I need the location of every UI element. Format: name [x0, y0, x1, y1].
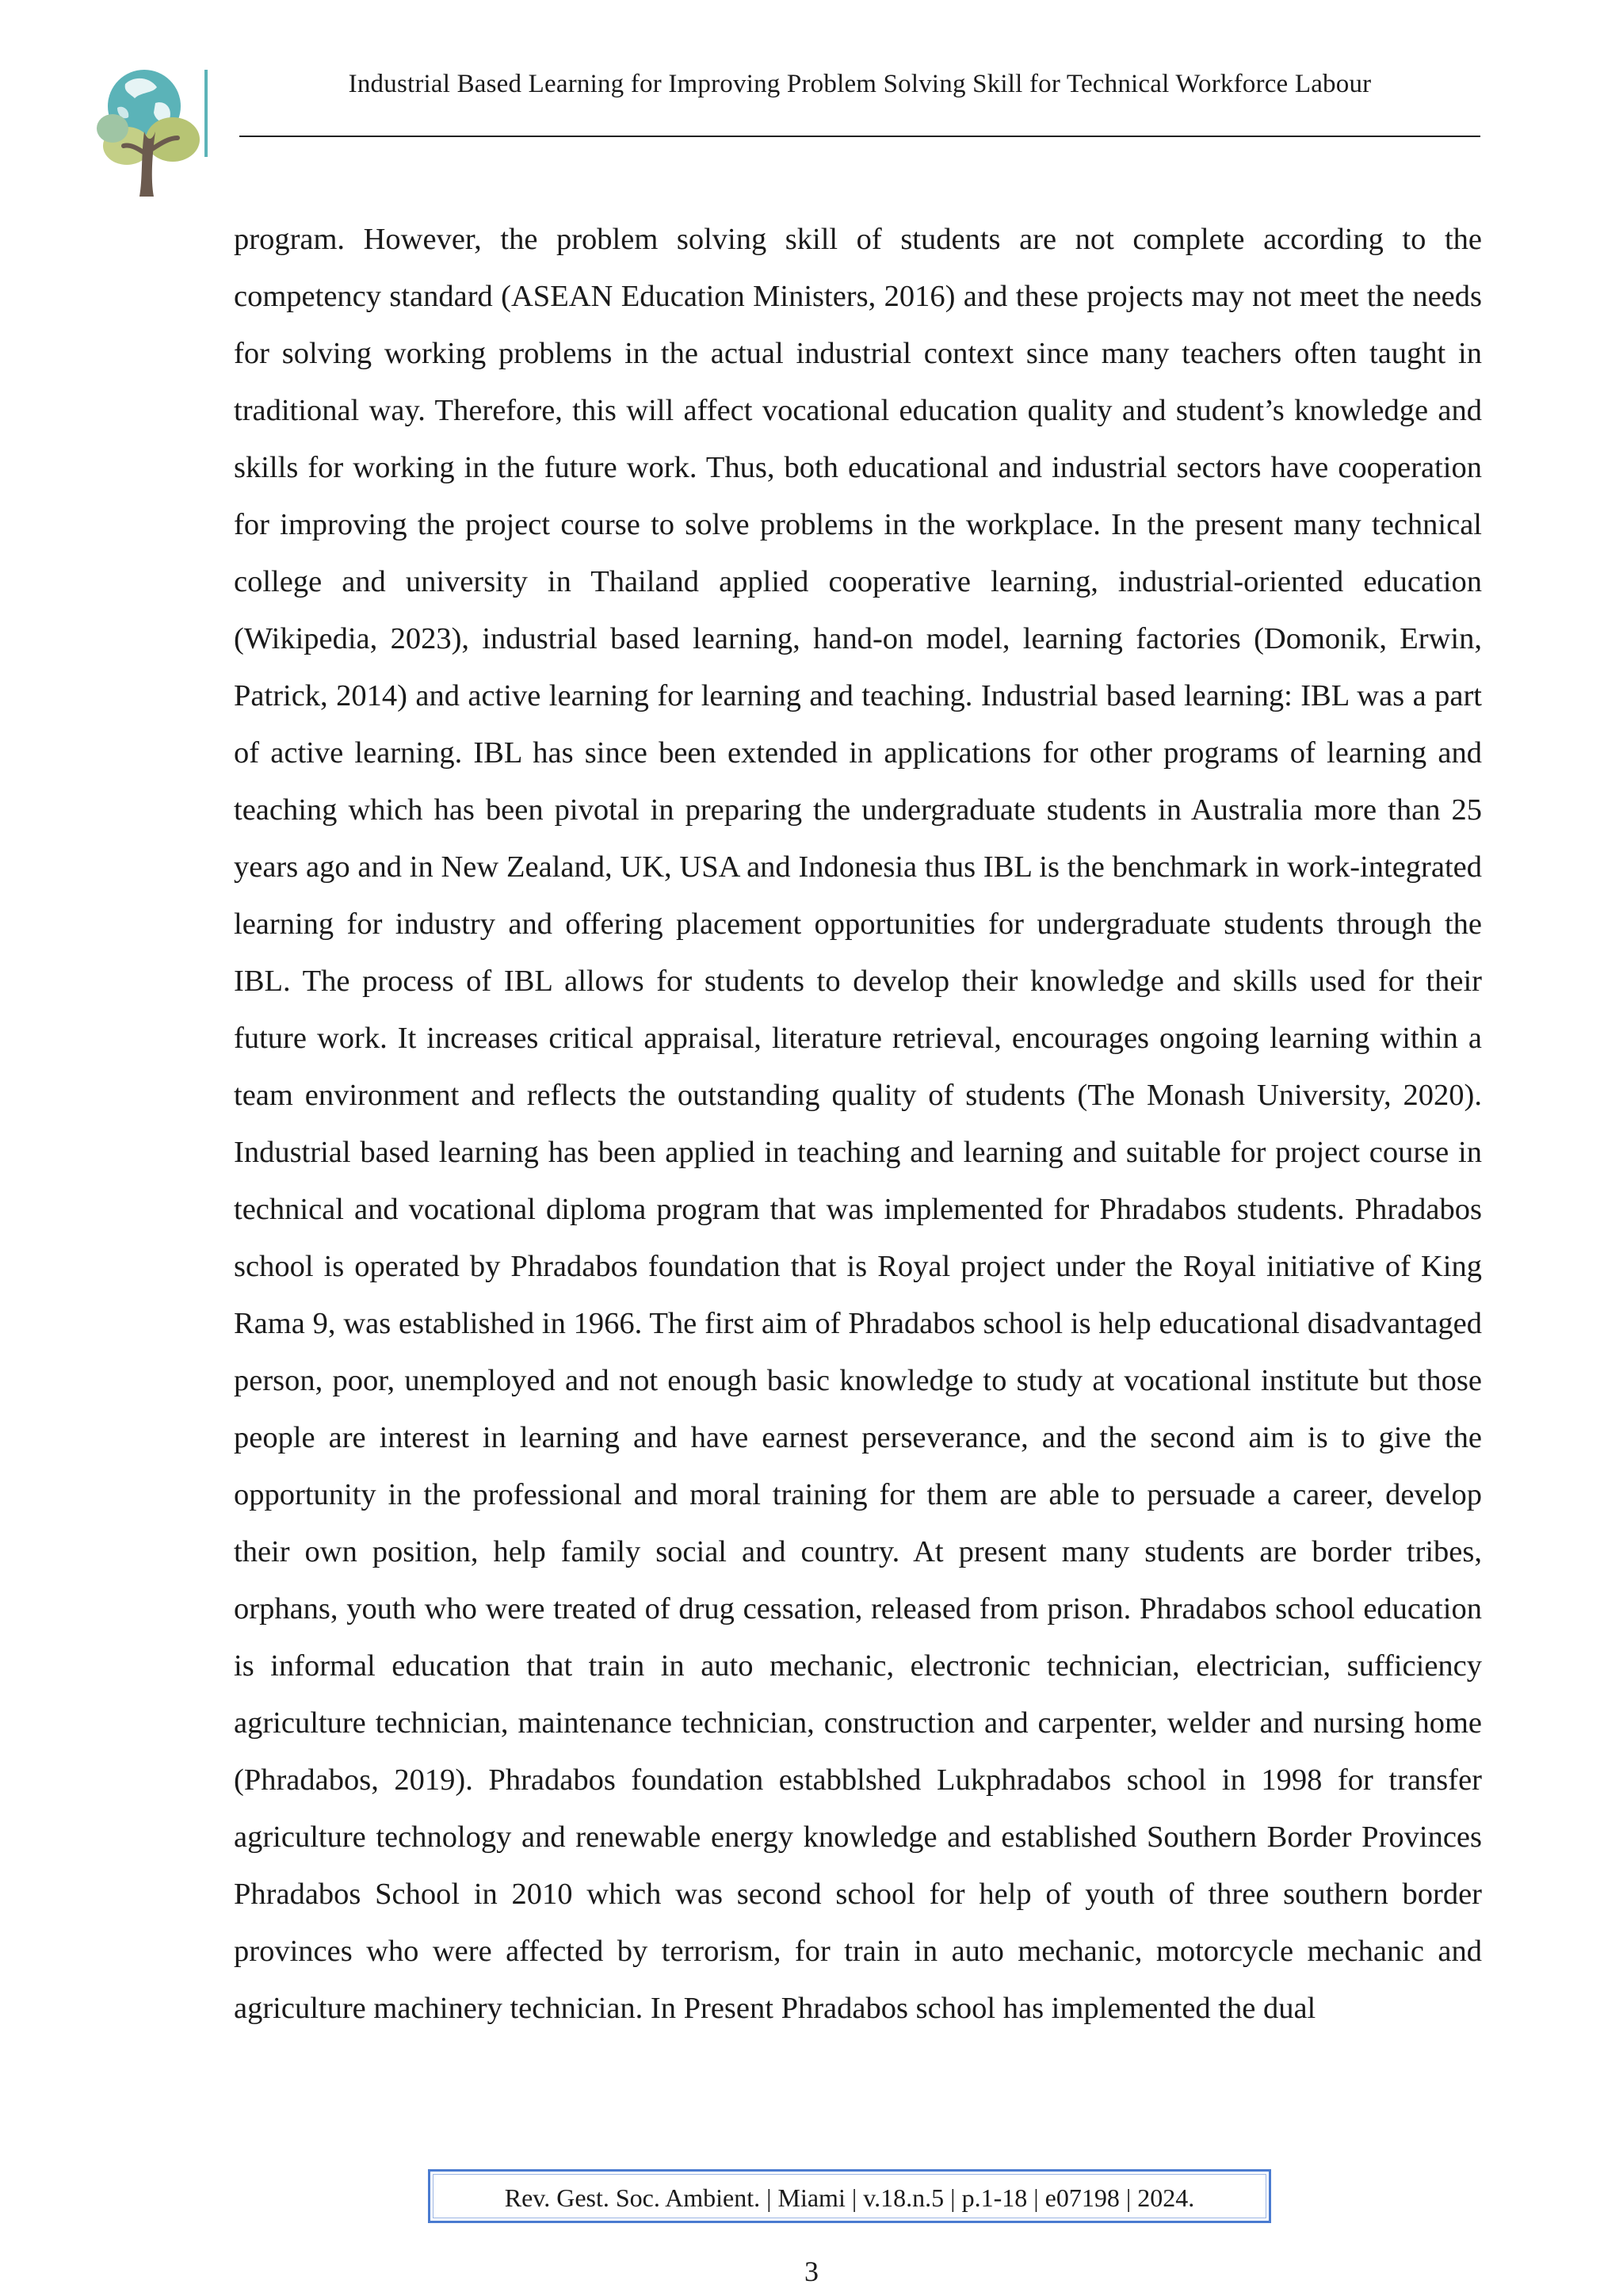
journal-citation-box	[428, 2169, 1271, 2223]
journal-logo	[86, 52, 220, 203]
page-number: 3	[804, 2256, 819, 2287]
tree-globe-logo-icon	[86, 52, 220, 203]
running-header-title: Industrial Based Learning for Improving Problem Solving Skill for Technical Workforce Labour	[348, 70, 1372, 98]
journal-citation: Rev. Gest. Soc. Ambient. | Miami | v.18.n.5 | p.1-18 | e07198 | 2024.	[433, 2174, 1266, 2218]
body-paragraph: program. However, the problem solving skill of students are not complete according to the competency standard (ASEAN Education Ministers, 2016) and these projects may not meet the needs for solving working problems in the actual industrial context since many teachers often taught in traditional way. Therefore, this will affect vocational education quality and student’s knowledge and skills for working in the future work. Thus, both educational and industrial sectors have cooperation for improving the project course to solve problems in the workplace. In the present many technical college and university in Thailand applied cooperative learning, industrial-oriented education (Wikipedia, 2023), industrial based learning, hand-on model, learning factories (Domonik, Erwin, Patrick, 2014) and active learning for learning and teaching. Industrial based learning: IBL was a part of active learning. IBL has since been extended in applications for other programs of learning and teaching which has been pivotal in preparing the undergraduate students in Australia more than 25 years ago and in New Zealand, UK, USA and Indonesia thus IBL is the benchmark in work-integrated learning for industry and offering placement opportunities for undergraduate students through the IBL. The process of IBL allows for students to develop their knowledge and skills used for their future work. It increases critical appraisal, literature retrieval, encourages ongoing learning within a team environment and reflects the outstanding quality of students (The Monash University, 2020). Industrial based learning has been applied in teaching and learning and suitable for project course in technical and vocational diploma program that was implemented for Phradabos students. Phradabos school is operated by Phradabos foundation that is Royal project under the Royal initiative of King Rama 9, was established in 1966. The first aim of Phradabos school is help educational disadvantaged person, poor, unemployed and not enough basic knowledge to study at vocational institute but those people are interest in learning and have earnest perseverance, and the second aim is to give the opportunity in the professional and moral training for them are able to persuade a career, develop their own position, help family social and country. At present many students are border tribes, orphans, youth who were treated of drug cessation, released from prison. Phradabos school education is informal education that train in auto mechanic, electronic technician, electrician, sufficiency agriculture technician, maintenance technician, construction and carpenter, welder and nursing home (Phradabos, 2019). Phradabos foundation estabblshed Lukphradabos school in 1998 for transfer agriculture technology and renewable energy knowledge and established Southern Border Provinces Phradabos School in 2010 which was second school for help of youth of three southern border provinces who were affected by terrorism, for train in auto mechanic, motorcycle mechanic and agriculture machinery technician. In Present Phradabos school has implemented the dual	[234, 223, 1482, 2025]
header-divider	[239, 136, 1480, 137]
